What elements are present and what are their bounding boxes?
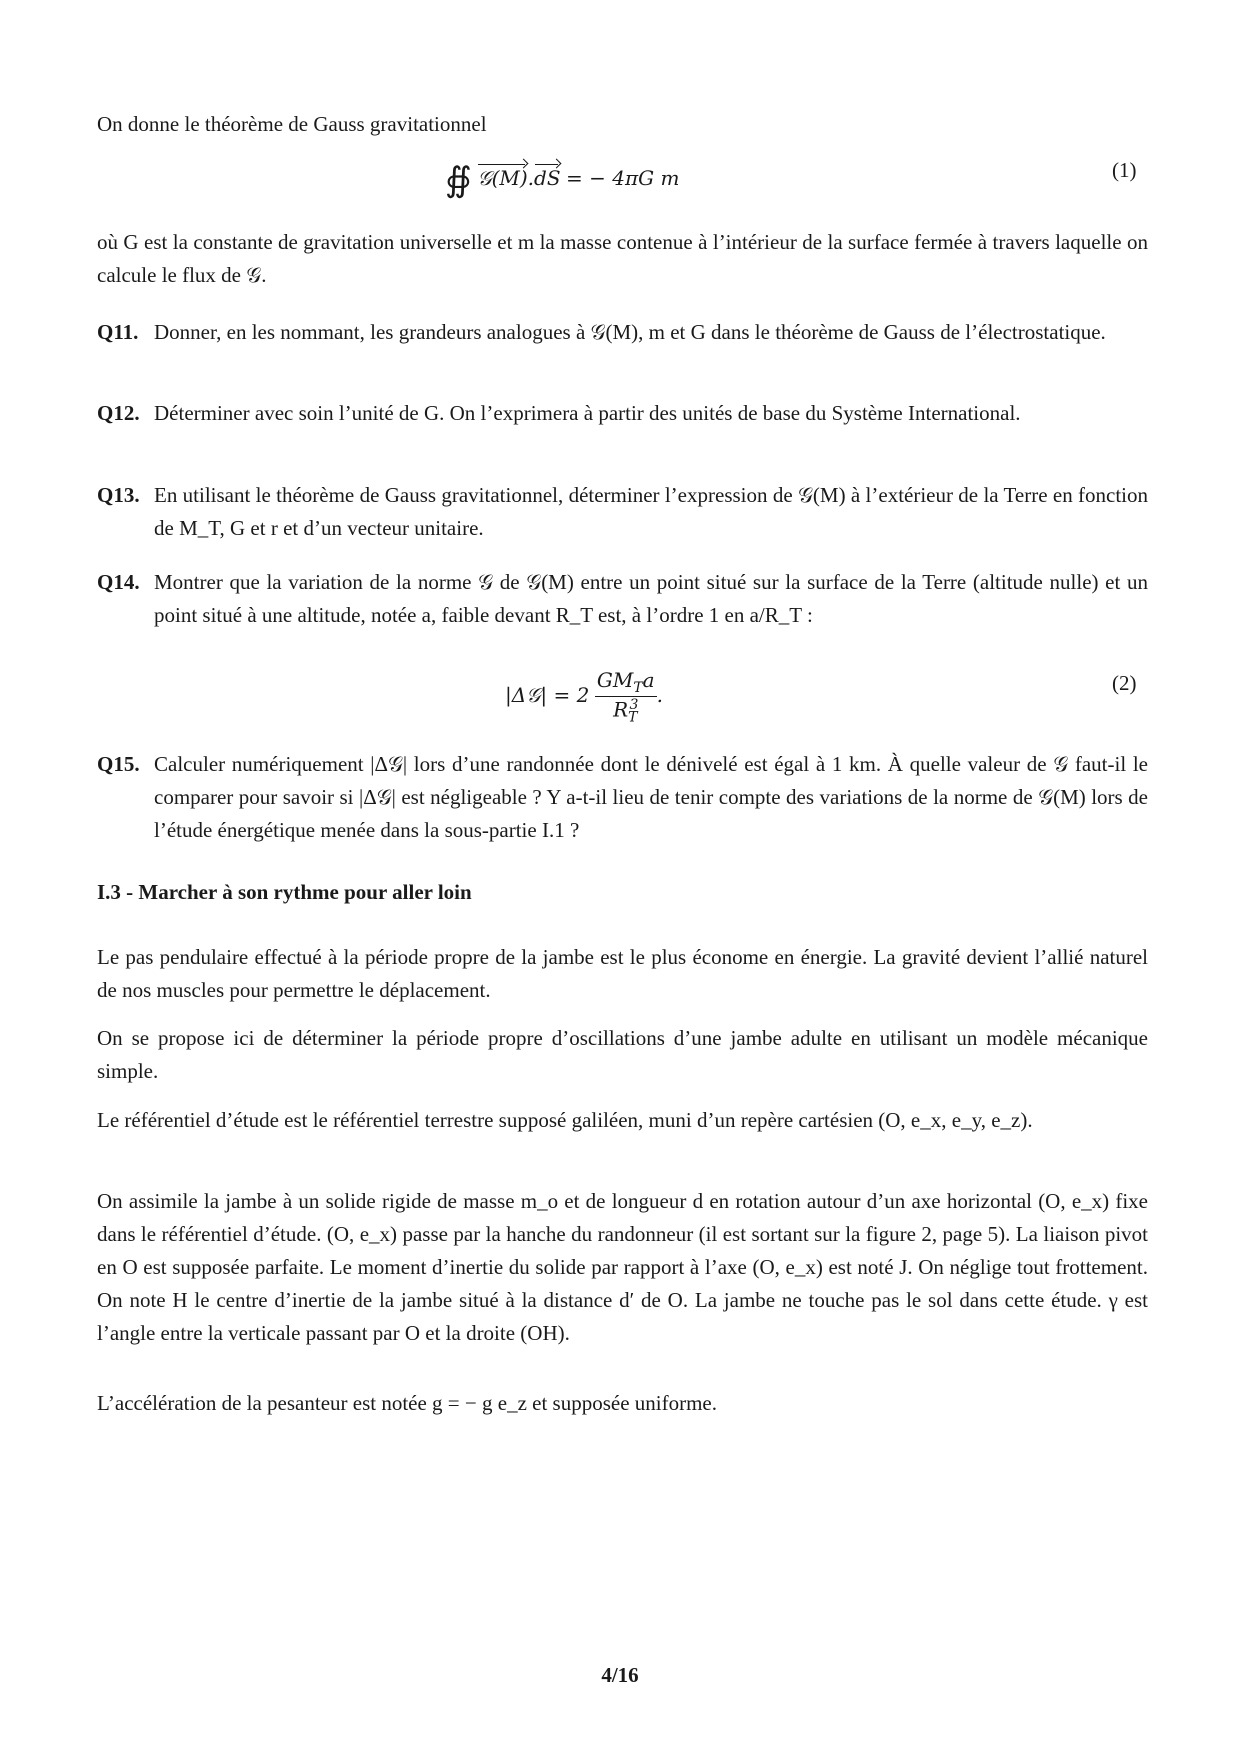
question-text: Donner, en les nommant, les grandeurs analogues à 𝒢(M), m et G dans le théorème de Gauss de l’électrostatique.: [154, 320, 1106, 344]
question-text: Calculer numériquement |Δ𝒢| lors d’une randonnée dont le dénivelé est égal à 1 km. À quelle valeur de 𝒢 faut-il le comparer pour savoir si |Δ𝒢| est négligeable ? Y a-t-il lieu de tenir compte des variations de la norme de 𝒢(M) lors de l’étude énergétique menée dans la sous-partie I.1 ?: [154, 752, 1148, 842]
equation-1-rhs: = − 4πG m: [566, 166, 680, 190]
equation-2-number: (2): [1112, 671, 1137, 695]
double-integral-symbol: ∯: [445, 162, 472, 199]
question-q13: [97, 479, 1148, 545]
paragraph-4: On assimile la jambe à un solide rigide de masse m_o et de longueur d en rotation autour d’un axe horizontal (O, e_x) fixe dans le référentiel d’étude. (O, e_x) passe par la hanche du randonneur (il est sortant sur la figure 2, page 5). La liaison pivot en O est supposée parfaite. Le moment d’inertie du solide par rapport à l’axe (O, e_x) est noté J. On néglige tout frottement. On note H le centre d’inertie de la jambe situé à la distance d′ de O. La jambe ne touche pas le sol dans cette étude. γ est l’angle entre la verticale passant par O et la droite (OH).: [97, 1189, 1148, 1345]
question-label: Q11.: [97, 320, 139, 344]
vector-g-of-m: 𝒢(M): [477, 166, 528, 190]
paragraph-2: On se propose ici de déterminer la période propre d’oscillations d’une jambe adulte en utilisant un modèle mécanique simple.: [97, 1026, 1148, 1083]
equation-2: |Δ𝒢| = 2 $\frac{GM_Ta}{R_T^3}$ .: [505, 668, 663, 726]
equation-1-number: (1): [1112, 158, 1137, 182]
question-q15: [97, 748, 1148, 847]
equation-1: ∯ 𝒢(M).dS = − 4πG m: [445, 162, 680, 199]
page-number: 4/16: [601, 1663, 639, 1687]
section-heading: I.3 - Marcher à son rythme pour aller loin: [97, 880, 472, 904]
question-text: Montrer que la variation de la norme 𝒢 de 𝒢(M) entre un point situé sur la surface de la Terre (altitude nulle) et un point situé à une altitude, notée a, faible devant R_T est, à l’ordre 1 en a/R_T :: [154, 570, 1148, 627]
question-q11: [97, 316, 1148, 349]
equation-2-fraction: $\frac{GM_Ta}{R_T^3}$: [596, 668, 655, 726]
intro-line: On donne le théorème de Gauss gravitationnel: [97, 112, 487, 136]
question-label: Q12.: [97, 401, 140, 425]
paragraph-3: Le référentiel d’étude est le référentiel terrestre supposé galiléen, muni d’un repère cartésien (O, e_x, e_y, e_z).: [97, 1108, 1033, 1132]
vector-ds: dS: [534, 166, 561, 190]
intro-description: où G est la constante de gravitation universelle et m la masse contenue à l’intérieur de la surface fermée à travers laquelle on calcule le flux de 𝒢.: [97, 230, 1148, 287]
question-q14: [97, 566, 1148, 632]
paragraph-5: L’accélération de la pesanteur est notée g = − g e_z et supposée uniforme.: [97, 1391, 718, 1415]
question-text: Déterminer avec soin l’unité de G. On l’exprimera à partir des unités de base du Système International.: [154, 401, 1021, 425]
question-q12: [97, 397, 1148, 430]
question-label: Q13.: [97, 483, 140, 507]
question-label: Q14.: [97, 570, 140, 594]
equation-2-lhs: |Δ𝒢| = 2: [505, 682, 590, 707]
paragraph-1: Le pas pendulaire effectué à la période propre de la jambe est le plus économe en énergie. La gravité devient l’allié naturel de nos muscles pour permettre le déplacement.: [97, 945, 1148, 1002]
question-text: En utilisant le théorème de Gauss gravitationnel, déterminer l’expression de 𝒢(M) à l’extérieur de la Terre en fonction de M_T, G et r et d’un vecteur unitaire.: [154, 483, 1148, 540]
question-label: Q15.: [97, 752, 140, 776]
